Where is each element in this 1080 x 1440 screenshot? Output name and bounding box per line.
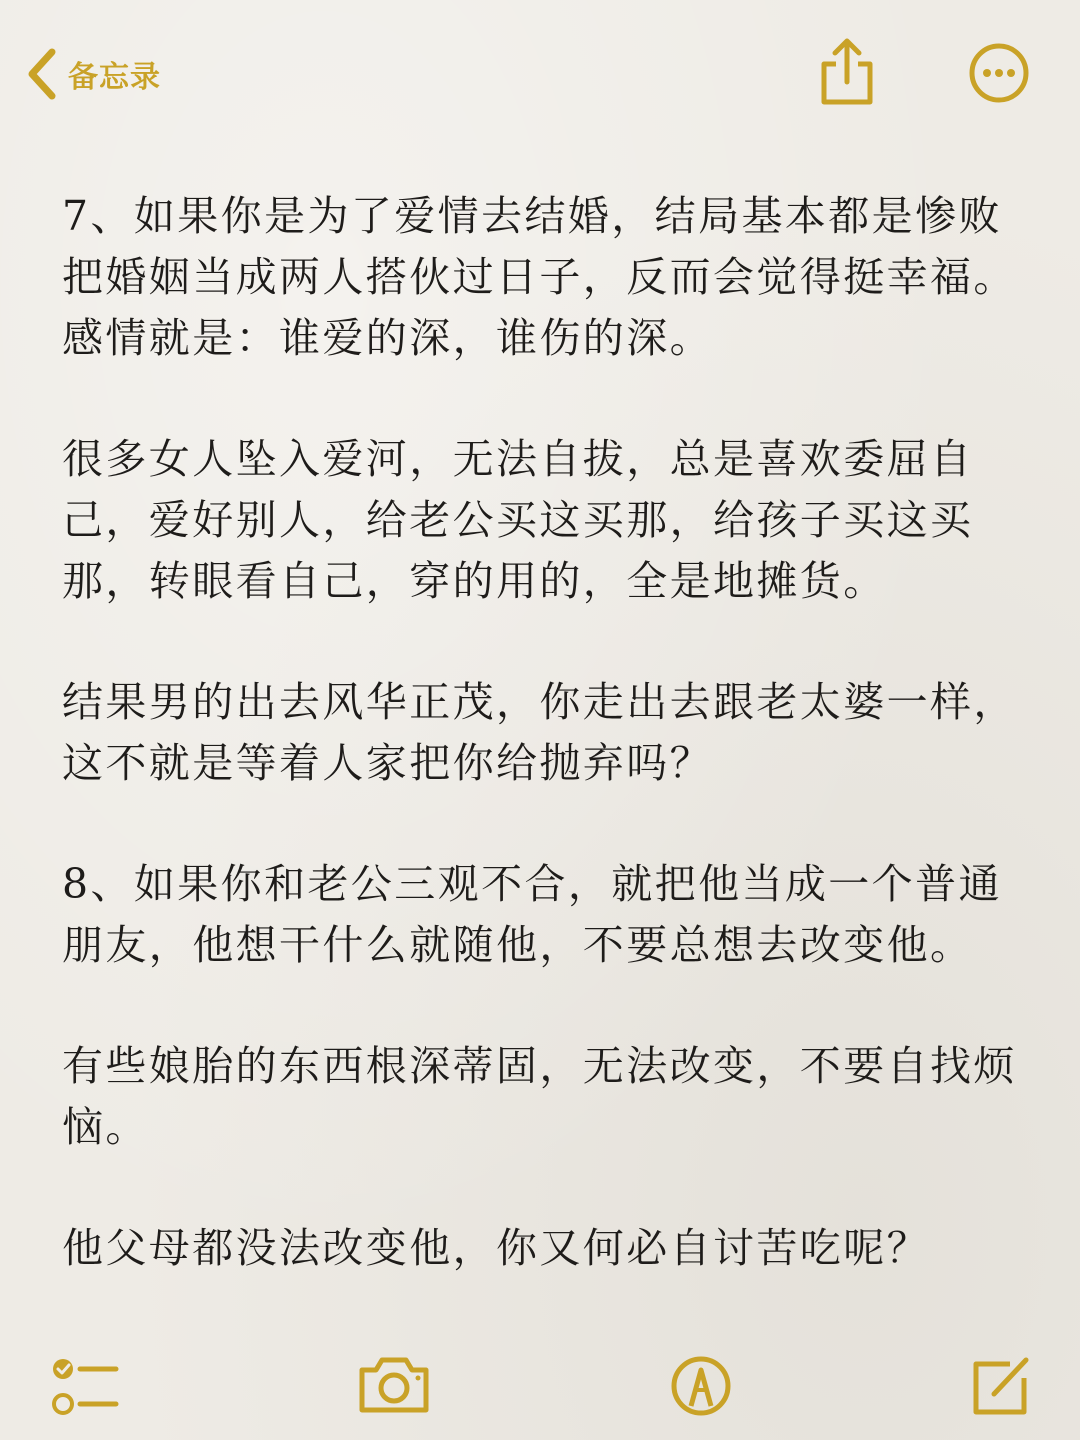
note-paragraph: 有些娘胎的东西根深蒂固，无法改变，不要自找烦恼。 (62, 1042, 1017, 1151)
share-button[interactable] (816, 36, 878, 108)
note-body[interactable] (62, 186, 1032, 1279)
back-label: 备忘录 (68, 60, 161, 95)
compose-icon (970, 1352, 1032, 1418)
more-icon (968, 42, 1030, 104)
note-paragraph: 很多女人坠入爱河，无法自拔，总是喜欢委屈自己，爱好别人，给老公买这买那，给孩子买这买那，转眼看自己，穿的用的，全是地摊货。 (62, 435, 974, 605)
note-paragraph: 8、如果你和老公三观不合，就把他当成一个普通朋友，他想干什么就随他，不要总想去改变他。 (62, 860, 1002, 969)
camera-button[interactable] (356, 1354, 432, 1416)
note-paragraph: 结果男的出去风华正茂，你走出去跟老太婆一样，这不就是等着人家把你给抛弃吗？ (62, 678, 1017, 787)
more-button[interactable] (968, 42, 1030, 104)
camera-icon (356, 1354, 432, 1416)
checklist-icon (50, 1356, 120, 1420)
compose-button[interactable] (970, 1352, 1032, 1418)
markup-icon (670, 1354, 732, 1418)
checklist-button[interactable] (50, 1356, 120, 1420)
note-paragraph: 他父母都没法改变他，你又何必自讨苦吃呢？ (62, 1224, 930, 1272)
note-paragraph: 7、如果你是为了爱情去结婚，结局基本都是惨败把婚姻当成两人搭伙过日子，反而会觉得挺幸福。感情就是：谁爱的深，谁伤的深。 (62, 192, 1017, 362)
back-button[interactable] (22, 44, 161, 104)
share-icon (816, 36, 878, 108)
markup-button[interactable] (670, 1354, 732, 1418)
chevron-left-icon (22, 46, 62, 102)
